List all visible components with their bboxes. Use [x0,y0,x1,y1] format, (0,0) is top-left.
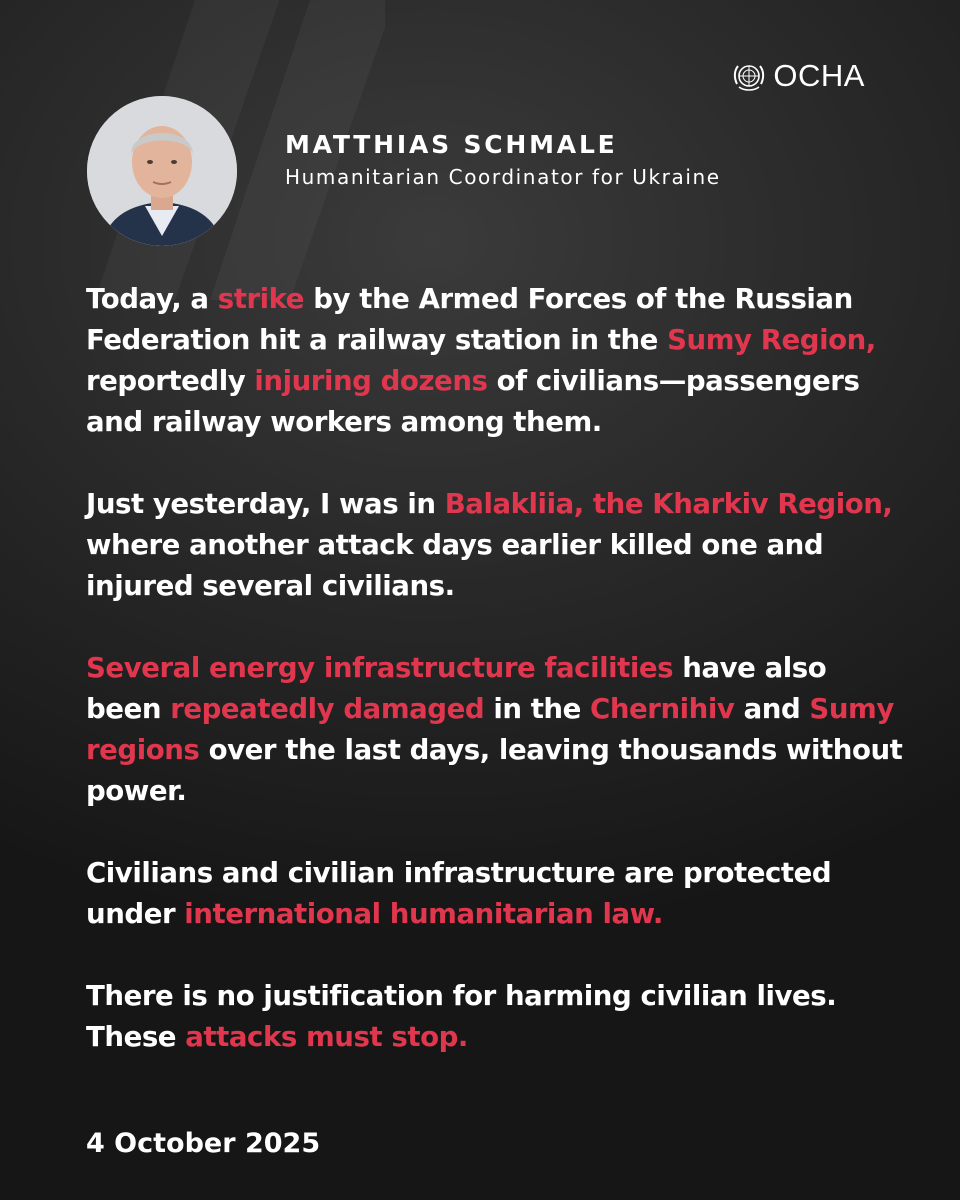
highlight-text: strike [217,282,305,315]
highlight-text: Several energy infrastructure facilities [86,651,674,684]
highlight-text: Sumy Region, [667,323,876,356]
portrait-image [87,96,237,246]
body-text: There is no justification for harming civilian lives. These [86,979,837,1053]
body-text: over the last days, leaving thousands without power. [86,733,903,807]
body-text: reportedly [86,364,255,397]
highlight-text: Sumy regions [86,692,894,766]
body-text: where another attack days earlier killed one and injured several civilians. [86,528,824,602]
statement-paragraph [86,852,906,934]
statement-body [86,278,906,1098]
body-text: Civilians and civilian infrastructure are protected under [86,856,832,930]
ocha-logo [731,58,865,94]
statement-paragraph [86,278,906,442]
body-text: Today, a [86,282,218,315]
highlight-text: injuring dozens [254,364,488,397]
highlight-text: international humanitarian law. [184,897,663,930]
highlight-text: repeatedly damaged [170,692,485,725]
body-text: and [734,692,810,725]
logo-text: OCHA [773,58,865,93]
highlight-text: attacks must stop. [185,1020,468,1053]
body-text: of civilians—passengers and railway workers among them. [86,364,860,438]
statement-paragraph [86,647,906,811]
statement-paragraph [86,975,906,1057]
author-name: MATTHIAS SCHMALE [285,130,618,159]
body-text: Just yesterday, I was in [86,487,445,520]
body-text: in the [484,692,591,725]
author-role: Humanitarian Coordinator for Ukraine [285,165,721,189]
statement-paragraph [86,483,906,606]
highlight-text: Balakliia, the Kharkiv Region, [444,487,893,520]
author-block [285,130,721,194]
body-text: by the Armed Forces of the Russian Federation hit a railway station in the [86,282,853,356]
avatar [87,96,237,246]
statement-date: 4 October 2025 [86,1128,321,1159]
highlight-text: Chernihiv [590,692,735,725]
body-text: have also been [86,651,827,725]
un-emblem-icon [731,58,767,94]
